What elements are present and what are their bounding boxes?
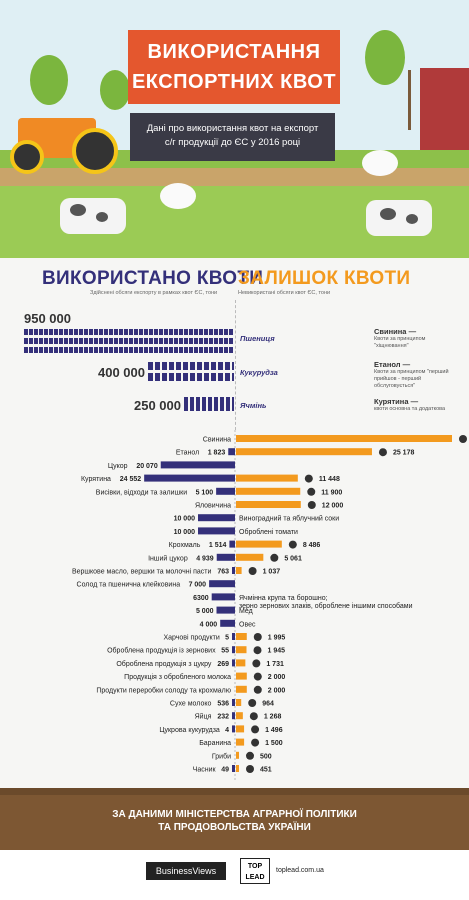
bar-used	[217, 607, 236, 614]
legend-title-ethanol: Етанол —	[374, 360, 411, 369]
product-icon	[308, 501, 316, 509]
cow	[366, 200, 432, 236]
quota-bar-chart	[0, 430, 469, 780]
grain-label-wheat: Пшениця	[240, 334, 275, 343]
tree	[30, 55, 68, 105]
bar-remaining	[236, 739, 244, 746]
center-divider	[235, 300, 236, 430]
subtitle-line-1: Дані про використання квот на експорт	[146, 123, 319, 134]
category-label: Цукор	[107, 462, 128, 470]
sheep	[160, 183, 196, 209]
source-note	[0, 808, 469, 834]
value-used: 24 552	[119, 476, 142, 484]
category-label: Продукція з обробленого молока	[124, 674, 231, 682]
value-remaining: 451	[260, 766, 272, 774]
bar-remaining	[236, 448, 372, 455]
value-used: 1 823	[207, 449, 226, 457]
category-label: Висівки, відходи та залишки	[95, 489, 188, 497]
bar-remaining	[236, 725, 244, 732]
businessviews-logo: BusinessViews	[146, 862, 226, 880]
toplead-logo-line-1: TOP	[247, 863, 263, 870]
bar-remaining	[236, 633, 247, 640]
bar-used	[232, 567, 235, 574]
category-label: Мед	[239, 608, 253, 616]
used-quota-heading: ВИКОРИСТАНО КВОТИ	[42, 268, 264, 289]
value-remaining: 1 496	[265, 726, 283, 734]
value-remaining: 12 000	[321, 502, 344, 510]
grain-label-barley: Ячмінь	[240, 401, 267, 410]
value-used: 536	[217, 700, 229, 708]
grain-icons-wheat	[24, 347, 234, 353]
legend-desc-pork: Квоти за принципом "хіщнювання"	[374, 336, 426, 349]
subtitle-banner	[130, 113, 335, 161]
value-remaining: 11 448	[318, 476, 340, 484]
product-icon	[248, 699, 256, 707]
product-icon	[459, 435, 467, 443]
bar-remaining	[236, 488, 300, 495]
cow-spot	[380, 208, 396, 220]
used-quota-subheading: Здійснені обсяги експорту в рамках квот ЄС, тони	[90, 290, 218, 296]
product-icon	[254, 686, 262, 694]
bar-remaining	[236, 554, 263, 561]
value-used: 1 514	[208, 542, 227, 550]
value-used: 5 000	[195, 608, 214, 616]
category-label: Оброблена продукція із зернових	[107, 647, 216, 655]
bar-used	[216, 488, 235, 495]
grain-icons-barley	[184, 397, 234, 411]
value-remaining: 1 037	[262, 568, 281, 576]
value-remaining: 1 945	[267, 647, 286, 655]
bar-used	[232, 725, 235, 732]
value-remaining: 2 000	[267, 674, 286, 682]
category-label: Яловичина	[194, 502, 231, 510]
category-label: Гриби	[211, 753, 231, 761]
value-remaining: 1 268	[263, 713, 282, 721]
bar-used	[220, 620, 235, 627]
grain-label-corn: Кукурудза	[240, 368, 278, 377]
cow-spot	[406, 214, 418, 224]
value-remaining: 11 900	[321, 489, 343, 497]
value-used: 5	[225, 634, 229, 642]
grain-icons-wheat	[24, 329, 234, 335]
category-label: Вершкове масло, вершки та молочні пасти	[71, 568, 212, 576]
bar-used	[229, 541, 235, 548]
grain-icons-corn	[148, 373, 234, 381]
value-remaining: 1 731	[266, 660, 284, 668]
category-label: Харчові продукти	[163, 634, 220, 642]
bar-used	[198, 527, 235, 534]
tractor-wheel	[10, 140, 44, 174]
source-line-1: ЗА ДАНИМИ МІНІСТЕРСТВА АГРАРНОЇ ПОЛІТИКИ	[112, 809, 357, 820]
cow-spot	[96, 212, 108, 222]
bar-remaining	[236, 765, 239, 772]
tree	[100, 70, 130, 110]
value-used: 55	[221, 647, 229, 655]
legend-title-pork: Свинина —	[374, 327, 417, 336]
product-icon	[246, 765, 254, 773]
source-line-2: ТА ПРОДОВОЛЬСТВА УКРАЇНИ	[158, 822, 311, 833]
category-label: Виноградний та яблучний соки	[239, 515, 340, 523]
product-icon	[307, 488, 315, 496]
category-label: Інший цукор	[148, 555, 188, 563]
product-icon	[251, 739, 259, 747]
bar-remaining	[236, 435, 452, 442]
category-label: Овес	[239, 621, 256, 629]
value-used: 10 000	[173, 528, 195, 536]
tractor-wheel	[72, 128, 118, 174]
product-icon	[254, 673, 262, 681]
value-used: 6300	[193, 594, 209, 602]
product-icon	[254, 633, 262, 641]
category-label: Солод та пшенична клейковина	[76, 581, 181, 589]
bar-used	[232, 712, 235, 719]
product-icon	[249, 567, 257, 575]
bar-used	[198, 514, 235, 521]
remaining-quota-heading: ЗАЛИШОК КВОТИ	[238, 268, 411, 289]
bar-remaining	[236, 646, 247, 653]
value-remaining: 8 486	[302, 542, 321, 550]
value-remaining: 2 000	[267, 687, 286, 695]
toplead-logo-line-2: LEAD	[245, 874, 265, 881]
category-label: Баранина	[199, 740, 231, 748]
tree	[365, 30, 405, 85]
legend-desc-ethanol: Квоти за принципом "перший прийшов - перший обслуговується"	[374, 369, 449, 389]
grain-icons-wheat	[24, 338, 234, 344]
value-used: 7 000	[188, 581, 207, 589]
category-label	[239, 594, 413, 610]
value-remaining: 500	[260, 753, 272, 761]
value-used: 269	[217, 660, 229, 668]
category-label: Оброблена продукція з цукру	[116, 660, 212, 668]
category-label-line: зерно зернових злаків, оброблене іншими способами	[239, 602, 413, 610]
toplead-url: toplead.com.ua	[276, 867, 324, 874]
bar-used	[212, 593, 235, 600]
category-label: Продукти переробки солоду та крохмалю	[96, 687, 231, 695]
category-label: Часник	[192, 766, 216, 774]
bar-used	[209, 580, 235, 587]
title-banner	[128, 30, 340, 104]
bar-used	[161, 461, 235, 468]
bar-remaining	[236, 567, 242, 574]
grain-value-wheat: 950 000	[24, 311, 71, 326]
hero-illustration	[0, 0, 469, 258]
grain-value-corn: 400 000	[98, 365, 145, 380]
windmill	[408, 70, 411, 130]
value-used: 5 100	[195, 489, 214, 497]
remaining-quota-subheading: Невикористані обсяги квот ЄС, тони	[238, 290, 331, 296]
road	[0, 168, 469, 186]
category-label: Сухе молоко	[169, 700, 212, 708]
grain-value-barley: 250 000	[134, 398, 181, 413]
bar-used	[144, 475, 235, 482]
value-remaining: 1 995	[267, 634, 286, 642]
value-used: 4 000	[199, 621, 218, 629]
title-line-2: ЕКСПОРТНИХ КВОТ	[131, 71, 337, 93]
value-used: 4 939	[196, 555, 214, 563]
legend-title-chicken: Курятина —	[374, 397, 419, 406]
category-label-line: Ячмінна крупа та борошно;	[239, 594, 328, 602]
footer-logos	[0, 850, 469, 900]
product-icon	[254, 646, 262, 654]
value-used: 20 070	[136, 462, 158, 470]
bar-used	[232, 646, 235, 653]
bar-remaining	[236, 541, 282, 548]
bar-remaining	[236, 752, 239, 759]
title-line-1: ВИКОРИСТАННЯ	[147, 41, 321, 63]
category-label: Етанол	[175, 449, 200, 457]
cow-spot	[70, 204, 86, 216]
product-icon	[270, 554, 278, 562]
value-remaining: 25 178	[392, 449, 415, 457]
cow	[60, 198, 126, 234]
bar-remaining	[236, 501, 301, 508]
bar-remaining	[236, 659, 245, 666]
category-label: Оброблені томати	[239, 528, 298, 536]
bar-remaining	[236, 673, 247, 680]
bar-used	[232, 633, 235, 640]
subtitle-line-2: с/г продукції до ЄС у 2016 році	[164, 137, 301, 148]
value-used: 232	[217, 713, 229, 721]
product-icon	[252, 659, 260, 667]
product-icon	[246, 752, 254, 760]
value-used: 763	[217, 568, 229, 576]
product-icon	[379, 448, 387, 456]
product-icon	[305, 475, 313, 483]
category-label: Свинина	[202, 436, 231, 444]
value-remaining: 964	[262, 700, 274, 708]
category-label: Крохмаль	[168, 542, 201, 550]
bar-remaining	[236, 699, 241, 706]
value-used: 4	[225, 726, 229, 734]
legend-desc-chicken: квоти основна та додаткова	[374, 406, 446, 412]
bar-remaining	[236, 686, 247, 693]
product-icon	[250, 712, 258, 720]
bar-used	[232, 659, 235, 666]
category-label: Цукрова кукурудза	[159, 726, 220, 734]
toplead-logo	[240, 858, 270, 884]
bar-remaining	[236, 475, 298, 482]
product-icon	[251, 725, 259, 733]
bar-used	[228, 448, 235, 455]
category-label: Курятина	[80, 476, 111, 484]
sheep	[362, 150, 398, 176]
bar-used	[232, 699, 235, 706]
bar-used	[217, 554, 235, 561]
value-used: 49	[221, 766, 229, 774]
grain-icons-corn	[148, 362, 234, 370]
product-icon	[289, 541, 297, 549]
value-remaining: 5 061	[284, 555, 302, 563]
bar-remaining	[236, 712, 243, 719]
value-used: 10 000	[173, 515, 195, 523]
category-label: Яйця	[194, 713, 212, 721]
value-remaining: 1 500	[265, 740, 283, 748]
bar-used	[232, 765, 235, 772]
